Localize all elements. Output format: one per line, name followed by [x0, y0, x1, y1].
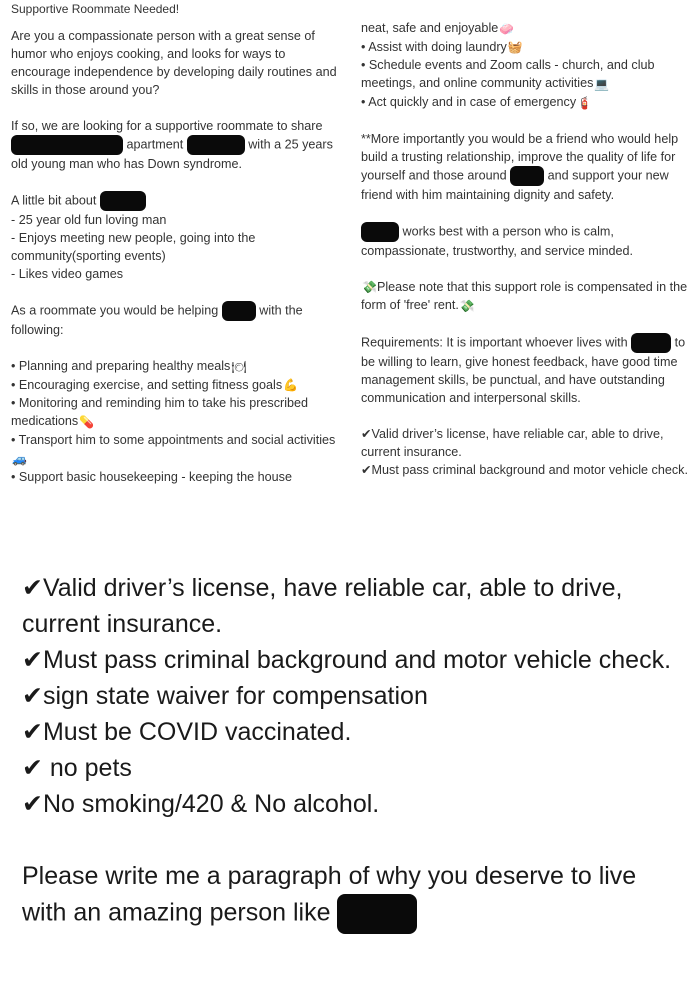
large-check-item: ✔ no pets — [22, 754, 132, 782]
about-item: - Enjoys meeting new people, going into the community(sporting events) — [11, 231, 256, 263]
right-column — [361, 19, 691, 479]
redacted-name-block — [361, 222, 399, 242]
about-label: A little bit about — [11, 193, 97, 208]
large-check-item: ✔No smoking/420 & No alcohol. — [22, 790, 380, 818]
share-text-3: with a 25 years old young man who has Down syndrome. — [11, 137, 333, 171]
ad-title: Supportive Roommate Needed! — [11, 2, 180, 16]
about-item: - Likes video games — [11, 267, 123, 281]
plate-icon: 🍽 — [231, 359, 247, 374]
redacted-name-block — [510, 166, 544, 186]
large-check-item: ✔Must be COVID vaccinated. — [22, 718, 352, 746]
basket-icon: 🧺 — [507, 40, 523, 55]
large-check-item: ✔sign state waiver for compensation — [22, 682, 428, 710]
helping-paragraph — [11, 301, 341, 339]
bullet-text: • Assist with doing laundry — [361, 39, 507, 54]
redacted-name-block — [631, 333, 671, 353]
soap-icon: 🧼 — [499, 21, 515, 36]
works-best-paragraph — [361, 222, 691, 260]
about-item: - 25 year old fun loving man — [11, 213, 167, 227]
bullet-item: • Support basic housekeeping - keeping the house — [11, 469, 292, 484]
bullet-text: • Schedule events and Zoom calls - church, and club meetings, and online community activities — [361, 58, 655, 91]
compensation-note — [361, 278, 691, 315]
bullet-item — [11, 394, 341, 431]
share-text-1: If so, we are looking for a supportive roommate to share — [11, 119, 323, 133]
redacted-name-block — [337, 894, 417, 934]
about-heading — [11, 191, 341, 211]
bullet-item — [11, 431, 341, 468]
screenshot-fade — [0, 530, 700, 540]
flexed-biceps-icon: 💪 — [283, 378, 299, 393]
redacted-name-block — [187, 135, 245, 155]
pill-icon: 💊 — [79, 415, 95, 430]
bullet-item — [361, 56, 691, 93]
bullet-text: • Encouraging exercise, and setting fitness goals — [11, 377, 283, 392]
continuation-line: neat, safe and enjoyable — [361, 21, 499, 35]
requirement-check: ✔Valid driver’s license, have reliable car, able to drive, current insurance. — [361, 427, 664, 460]
closing-text: Please write me a paragraph of why you deserve to live with an amazing person like — [22, 862, 637, 927]
redacted-name-block — [11, 135, 123, 155]
large-check-item: ✔Valid driver’s license, have reliable car, able to drive, current insurance. — [22, 574, 623, 638]
importantly-end-text: and support your new friend with him maintaining dignity and safety. — [361, 168, 669, 202]
bullet-item — [361, 38, 691, 57]
bullet-text: • Planning and preparing healthy meals — [11, 359, 231, 373]
requirements-text-1: Requirements: It is important whoever lives with — [361, 335, 628, 350]
continuation-text — [361, 19, 691, 38]
importantly-text: **More importantly you would be a friend who would help build a trusting relationship, improve the quality of life for yourself and those around — [361, 131, 679, 183]
closing-paragraph — [22, 858, 682, 934]
money-icon: 💸 — [459, 299, 475, 314]
large-check-item: ✔Must pass criminal background and motor vehicle check. — [22, 646, 672, 674]
requirements-paragraph — [361, 333, 691, 407]
helping-text-2: with the following: — [11, 303, 303, 337]
redacted-name-block — [100, 191, 146, 211]
helping-text-1: As a roommate you would be helping — [11, 303, 219, 318]
requirements-text-2: to be willing to learn, give honest feedback, have good time management skills, be punctual, and have outstanding communication and interpersonal skills. — [361, 335, 686, 406]
bullet-item — [361, 93, 691, 112]
laptop-icon: 💻 — [594, 77, 610, 92]
requirement-check: ✔Must pass criminal background and motor vehicle check. — [361, 463, 688, 478]
left-column — [11, 0, 341, 486]
bullet-text: • Monitoring and reminding him to take his prescribed medications — [11, 396, 309, 429]
importantly-paragraph — [361, 130, 691, 204]
money-icon: 💸 — [362, 280, 377, 295]
intro-paragraph: Are you a compassionate person with a great sense of humor who enjoys cooking, and looks for ways to encourage independence by developing daily routines and skills in those around you? — [11, 29, 337, 97]
bottom-requirements — [22, 570, 682, 934]
works-best-text: works best with a person who is calm, compassionate, trustworthy, and service minded. — [361, 224, 634, 258]
note-text: Please note that this support role is compensated in the form of 'free' rent. — [361, 279, 688, 313]
car-icon: 🚙 — [12, 451, 27, 466]
bullet-item — [11, 357, 341, 376]
redacted-name-block — [222, 301, 256, 321]
share-paragraph — [11, 117, 341, 173]
bullet-text: • Transport him to some appointments and social activities — [11, 433, 336, 448]
share-text-2: apartment — [126, 137, 184, 152]
bullet-text: • Act quickly and in case of emergency — [361, 95, 577, 110]
bullet-item — [11, 376, 341, 395]
fire-extinguisher-icon: 🧯 — [577, 95, 593, 110]
